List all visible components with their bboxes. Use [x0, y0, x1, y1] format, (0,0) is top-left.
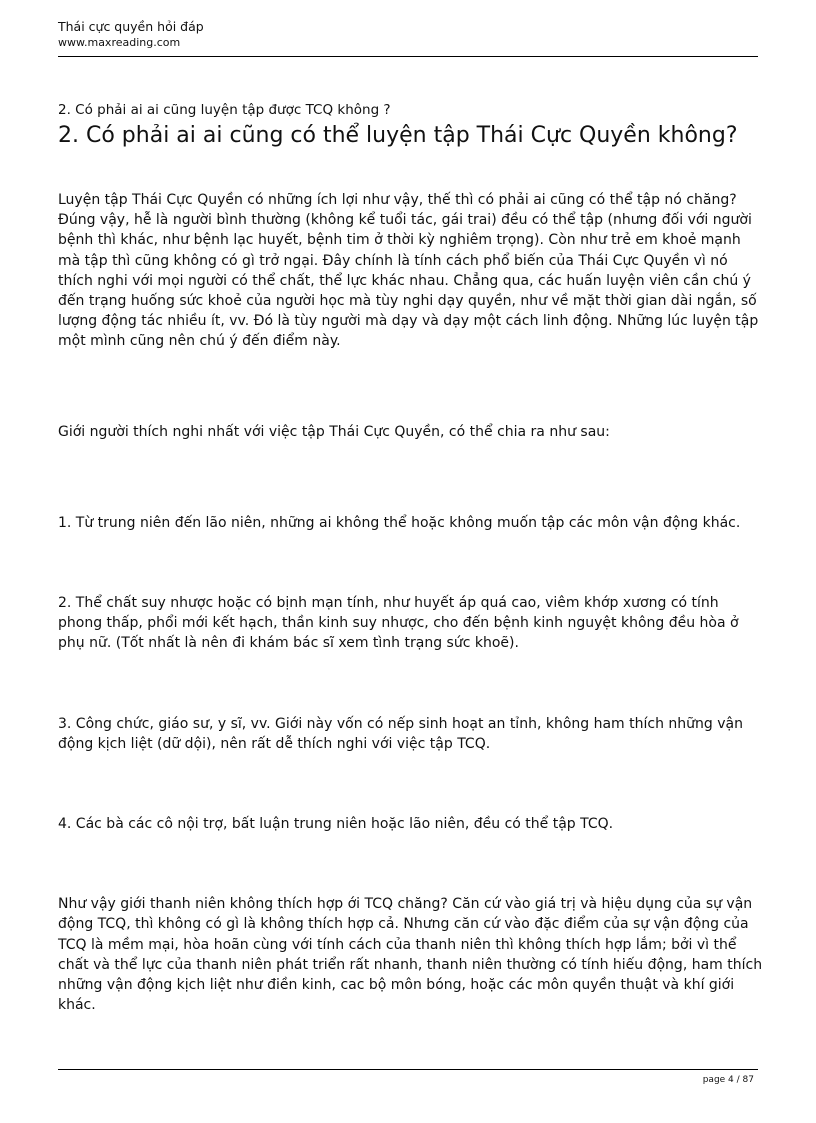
- list-item-4: 4. Các bà các cô nội trợ, bất luận trung niên hoặc lão niên, đều có thể tập TCQ.: [58, 816, 614, 833]
- header-site-url: www.maxreading.com: [58, 36, 181, 49]
- body-content: [58, 190, 763, 1015]
- header-divider: [58, 56, 758, 57]
- list-item-2: 2. Thể chất suy nhược hoặc có bịnh mạn tính, như huyết áp quá cao, viêm khớp xương có tính phong thấp, phổi mới kết hạch, thần kinh suy nhược, cho đến bệnh kinh nguyệt không đều hòa ở phụ nữ. (Tốt nhất là nên đi khám bác sĩ xem tình trạng sức khoẽ).: [58, 595, 739, 652]
- paragraph-youth: Như vậy giới thanh niên không thích hợp ới TCQ chăng? Căn cứ vào giá trị và hiệu dụng của sự vận động TCQ, thì không có gì là không thích hợp cả. Nhưng căn cứ vào đặc điểm của sự vận động của TCQ là mềm mại, hòa hoãn cùng với tính cách của thanh niên thì không thích hợp lắm; bởi vì thể chất và thể lực của thanh niên phát triển rất nhanh, thanh niên thường có tính hiếu động, ham thích những vận động kịch liệt như điền kinh, cac bộ môn bóng, hoặc các môn quyền thuật và khí giới khác.: [58, 896, 763, 1014]
- page-number: page 4 / 87: [702, 1075, 754, 1085]
- list-item-3: 3. Công chức, giáo sư, y sĩ, vv. Giới này vốn có nếp sinh hoạt an tỉnh, không ham thích những vận động kịch liệt (dữ dội), nên rất dễ thích nghi với việc tập TCQ.: [58, 715, 743, 752]
- list-item-1: 1. Từ trung niên đến lão niên, những ai không thể hoặc không muốn tập các môn vận động khác.: [58, 514, 741, 531]
- paragraph-intro: Luyện tập Thái Cực Quyền có những ích lợi như vậy, thế thì có phải ai cũng có thể tập nó chăng? Đúng vậy, hễ là người bình thường (không kể tuổi tác, gái trai) đều có thể tập (nhưng đối với người bệnh thì khác, như bệnh lạc huyết, bệnh tim ở thời kỳ nghiêm trọng). Còn như trẻ em khoẻ mạnh mà tập thì cũng không có gì trở ngại. Đây chính là tính cách phổ biến của Thái Cực Quyền vì nó thích nghi với mọi người có thể chất, thể lực khác nhau. Chẳng qua, các huấn luyện viên cần chú ý đến trạng huống sức khoẻ của người học mà tùy nghi dạy quyền, như về mặt thời gian dài ngắn, số lượng động tác nhiều ít, vv. Đó là tùy người mà dạy và dạy một cách linh động. Những lúc luyện tập một mình cũng nên chú ý đến điểm này.: [58, 192, 759, 350]
- header-title: Thái cực quyền hỏi đáp: [58, 19, 204, 34]
- footer-divider: [58, 1069, 758, 1070]
- question-title: 2. Có phải ai ai cũng có thể luyện tập Thái Cực Quyền không?: [58, 123, 738, 148]
- question-short: 2. Có phải ai ai cũng luyện tập được TCQ không ?: [58, 102, 391, 118]
- paragraph-groups-intro: Giới người thích nghi nhất với việc tập Thái Cực Quyền, có thể chia ra như sau:: [58, 423, 610, 440]
- page-header: [58, 18, 758, 50]
